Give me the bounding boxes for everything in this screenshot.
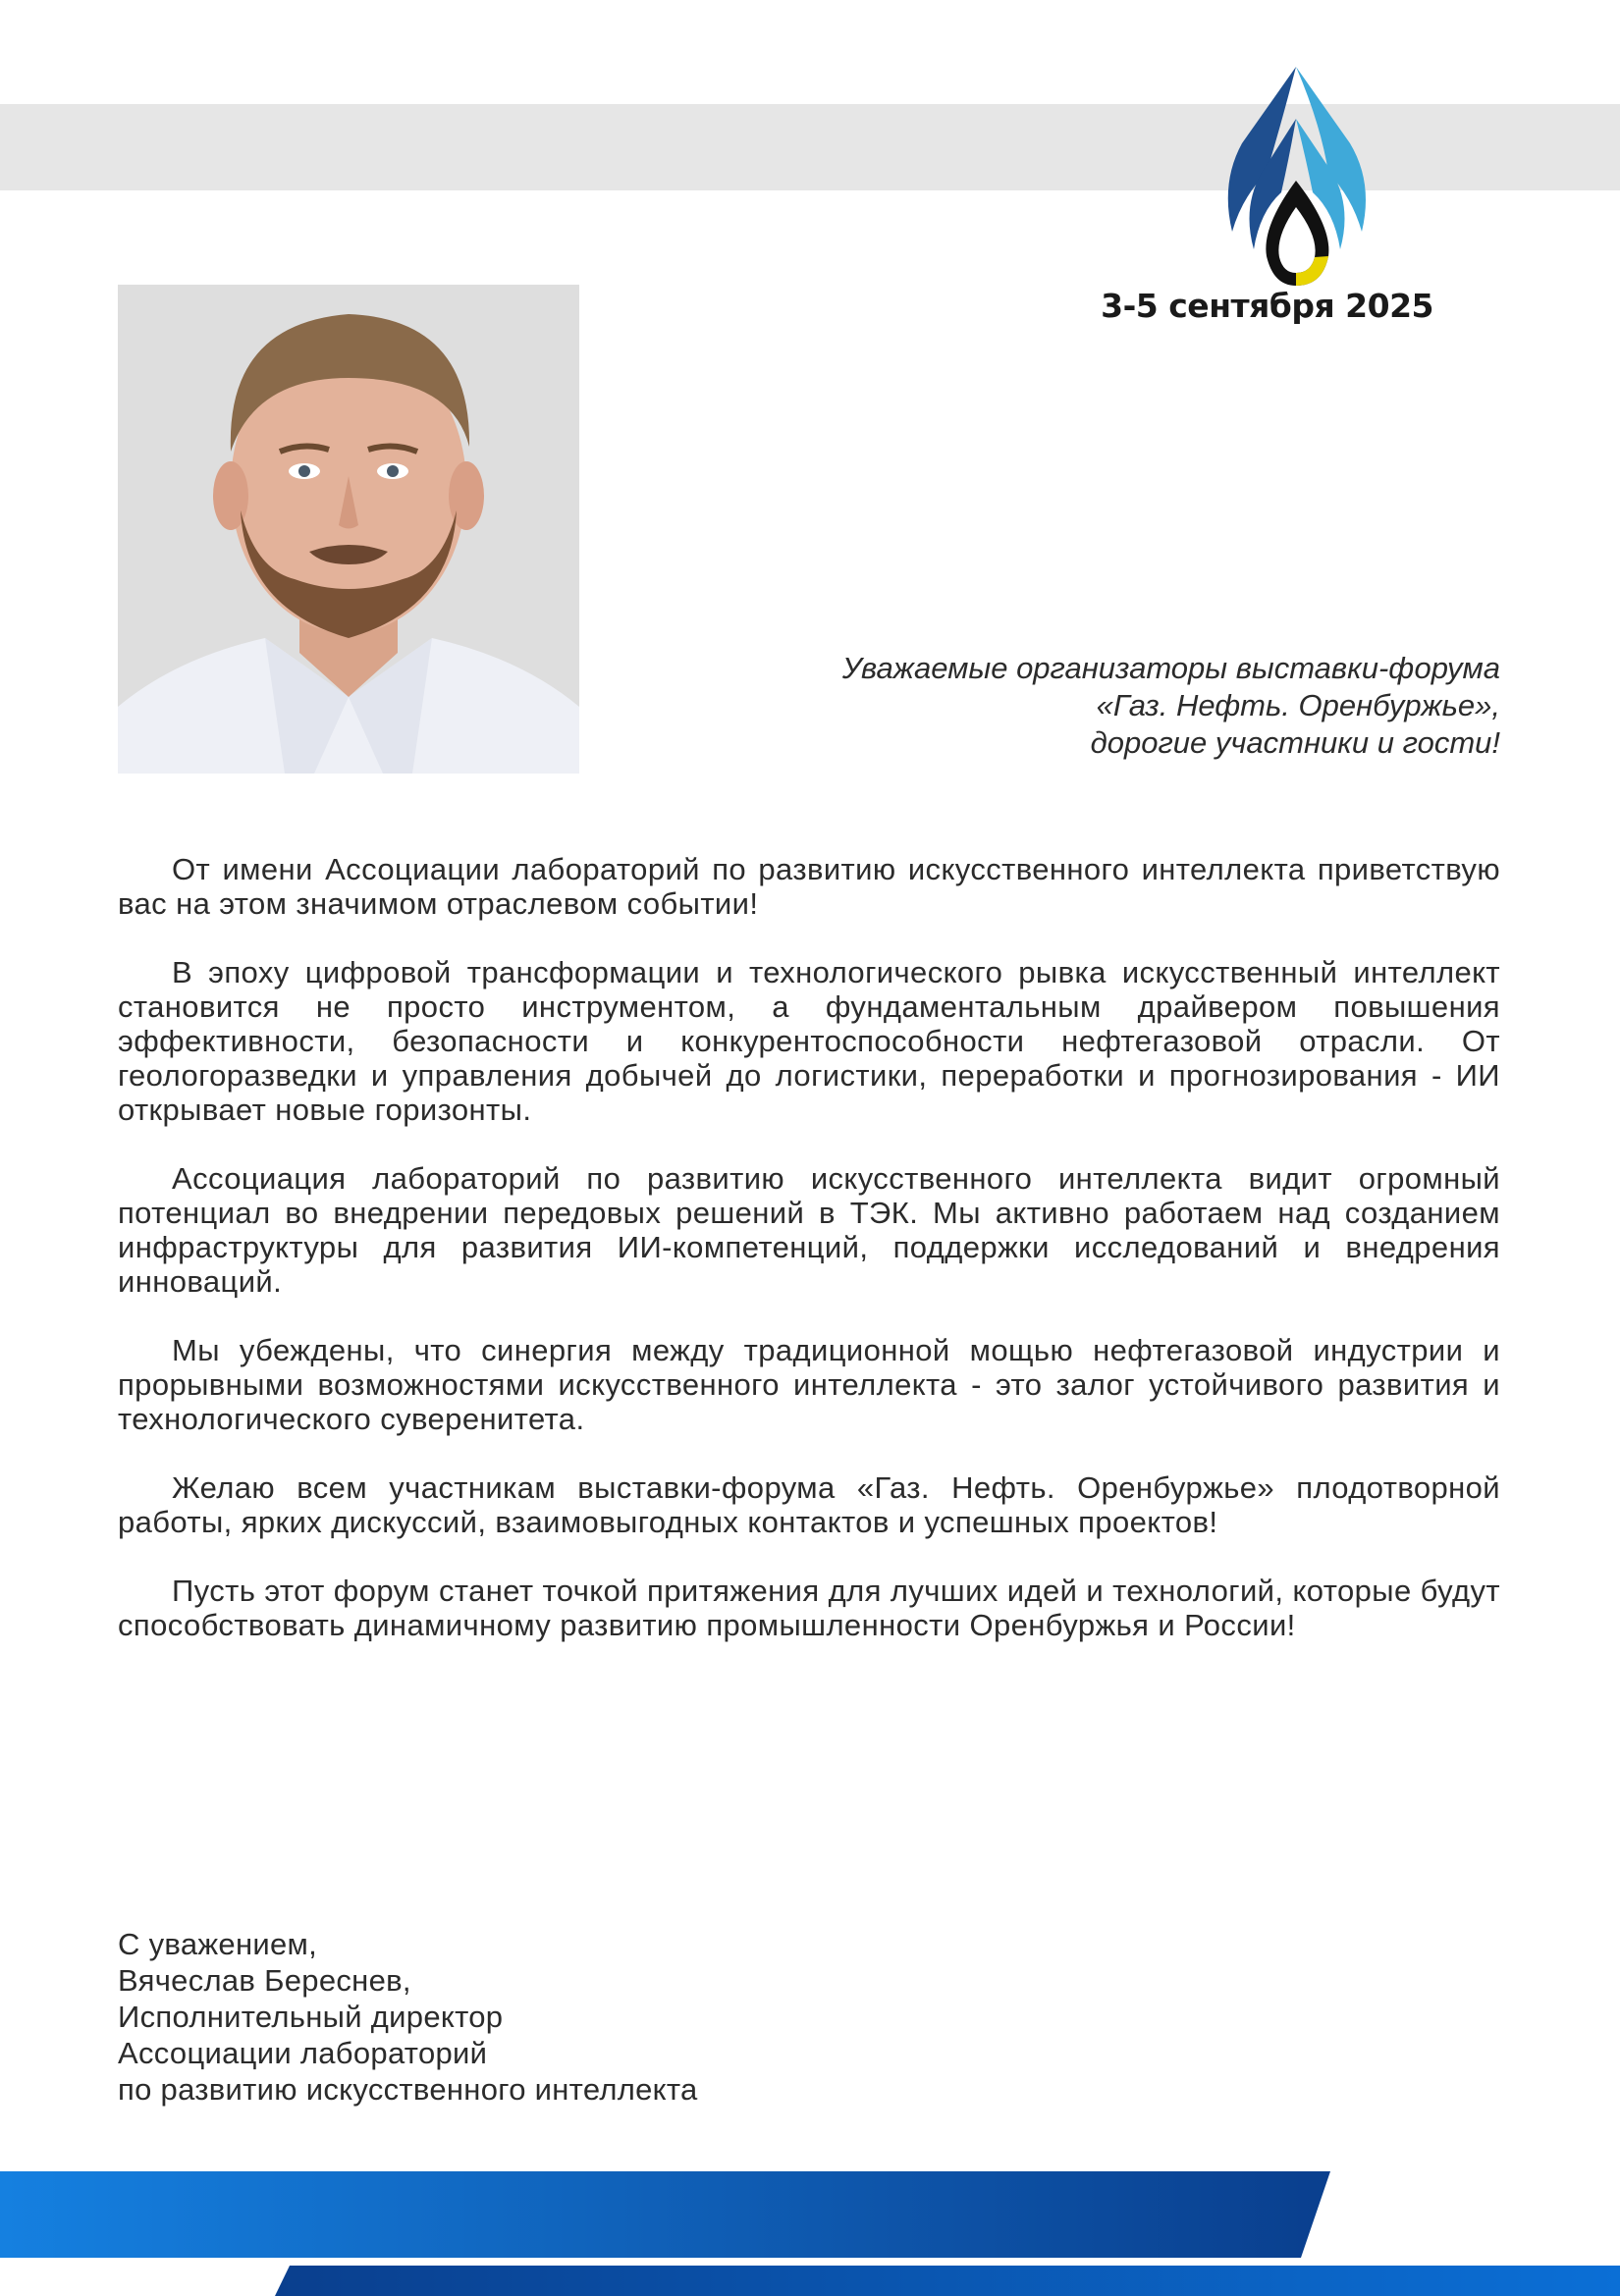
signature-line: Вячеслав Береснев, (118, 1963, 411, 1998)
oil-drop-flame-logo (1213, 65, 1379, 291)
greeting (628, 650, 1500, 762)
signature-line: С уважением, (118, 1927, 318, 1961)
body-paragraph: Ассоциация лабораторий по развитию искусственного интеллекта видит огромный потенциал во внедрении передовых решений в ТЭК. Мы активно работаем над созданием инфраструктуры для развития ИИ-компетенций, поддержки исследований и внедрения инноваций. (118, 1161, 1500, 1299)
greeting-line: Уважаемые организаторы выставки-форума (841, 651, 1500, 685)
event-date: 3-5 сентября 2025 (1101, 287, 1433, 325)
footer-stripes (0, 2160, 1620, 2296)
greeting-line: дорогие участники и гости! (1090, 725, 1500, 760)
body-paragraph: Мы убеждены, что синергия между традиционной мощью нефтегазовой индустрии и прорывными возможностями искусственного интеллекта - это залог устойчивого развития и технологического суверенитета. (118, 1333, 1500, 1436)
signature-line: Ассоциации лабораторий (118, 2036, 488, 2070)
signature-line: по развитию искусственного интеллекта (118, 2072, 698, 2107)
letter-body (118, 852, 1500, 1677)
signature-line: Исполнительный директор (118, 2000, 504, 2034)
body-paragraph: Желаю всем участникам выставки-форума «Газ. Нефть. Оренбуржье» плодотворной работы, ярких дискуссий, взаимовыгодных контактов и успешных проектов! (118, 1470, 1500, 1539)
body-paragraph: От имени Ассоциации лабораторий по развитию искусственного интеллекта приветствую вас на этом значимом отраслевом событии! (118, 852, 1500, 921)
body-paragraph: Пусть этот форум станет точкой притяжения для лучших идей и технологий, которые будут способствовать динамичному развитию промышленности Оренбуржья и России! (118, 1574, 1500, 1642)
portrait-photo (118, 285, 579, 774)
body-paragraph: В эпоху цифровой трансформации и технологического рывка искусственный интеллект становится не просто инструментом, а фундаментальным драйвером повышения эффективности, безопасности и конкурентоспособности нефтегазовой отрасли. От геологоразведки и управления добычей до логистики, переработки и прогнозирования - ИИ открывает новые горизонты. (118, 955, 1500, 1127)
greeting-line: «Газ. Нефть. Оренбуржье», (1096, 688, 1500, 722)
signature-block (118, 1926, 1001, 2108)
